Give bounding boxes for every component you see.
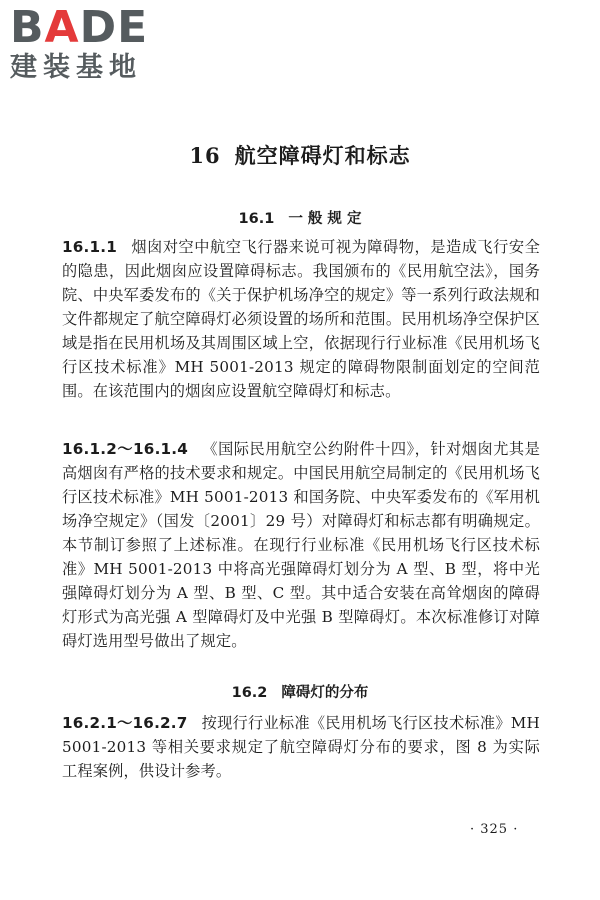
page-number: · 325 · [470, 822, 519, 837]
chapter-title-text: 航空障碍灯和标志 [234, 143, 411, 168]
clause-text: 按现行行业标准《民用机场飞行区技术标准》MH 5001-2013 等相关要求规定了航空障碍灯分布的要求，图 8 为实际工程案例，供设计参考。 [62, 714, 541, 780]
clause-text: 烟囱对空中航空飞行器来说可视为障碍物，是造成飞行安全的隐患，因此烟囱应设置障碍标志。我国颁布的《民用航空法》，国务院、中央军委发布的《关于保护机场净空的规定》等一系列行政法规和文件都规定了航空障碍灯必须设置的场所和范围。民用机场净空保护区域是指在民用机场及其周围区域上空，依据现行行业标准《民用机场飞行区技术标准》MH 5001-2013 规定的障碍物限制面划定的空间范围。在该范围内的烟囱应设置航空障碍灯和标志。 [62, 238, 540, 400]
chapter-title [0, 140, 600, 170]
section-heading [0, 207, 600, 228]
section-title-text: 一 般 规 定 [288, 211, 362, 227]
clause-paragraph [62, 437, 540, 653]
clause-number: 16.2.1～16.2.7 [62, 714, 188, 732]
section-title-text: 障碍灯的分布 [281, 685, 369, 701]
clause-number: 16.1.2～16.1.4 [62, 440, 189, 458]
section-number: 16.1 [238, 211, 275, 227]
clause-paragraph [62, 235, 540, 403]
section-heading [0, 681, 600, 702]
bade-logo [10, 4, 180, 84]
logo-subtitle: 建装基地 [10, 52, 142, 83]
clause-number: 16.1.1 [62, 238, 118, 256]
logo-wordmark: BADE [10, 2, 149, 53]
clause-text: 《国际民用航空公约附件十四》，针对烟囱尤其是高烟囱有严格的技术要求和规定。中国民用航空局制定的《民用机场飞行区技术标准》MH 5001-2013 和国务院、中央军委发布的《军用机场净空规定》（国发〔2001〕29 号）对障碍灯和标志都有明确规定。本节制订参照了上述标准。在现行行业标准《民用机场飞行区技术标准》MH 5001-2013 中将高光强障碍灯划分为 A 型、B 型，将中光强障碍灯划分为 A 型、B 型、C 型。其中适合安装在高耸烟囱的障碍灯形式为高光强 A 型障碍灯及中光强 B 型障碍灯。本次标准修订对障碍灯选用型号做出了规定。 [62, 440, 540, 650]
chapter-number: 16 [189, 143, 221, 168]
clause-paragraph [62, 711, 540, 783]
section-number: 16.2 [231, 685, 268, 701]
